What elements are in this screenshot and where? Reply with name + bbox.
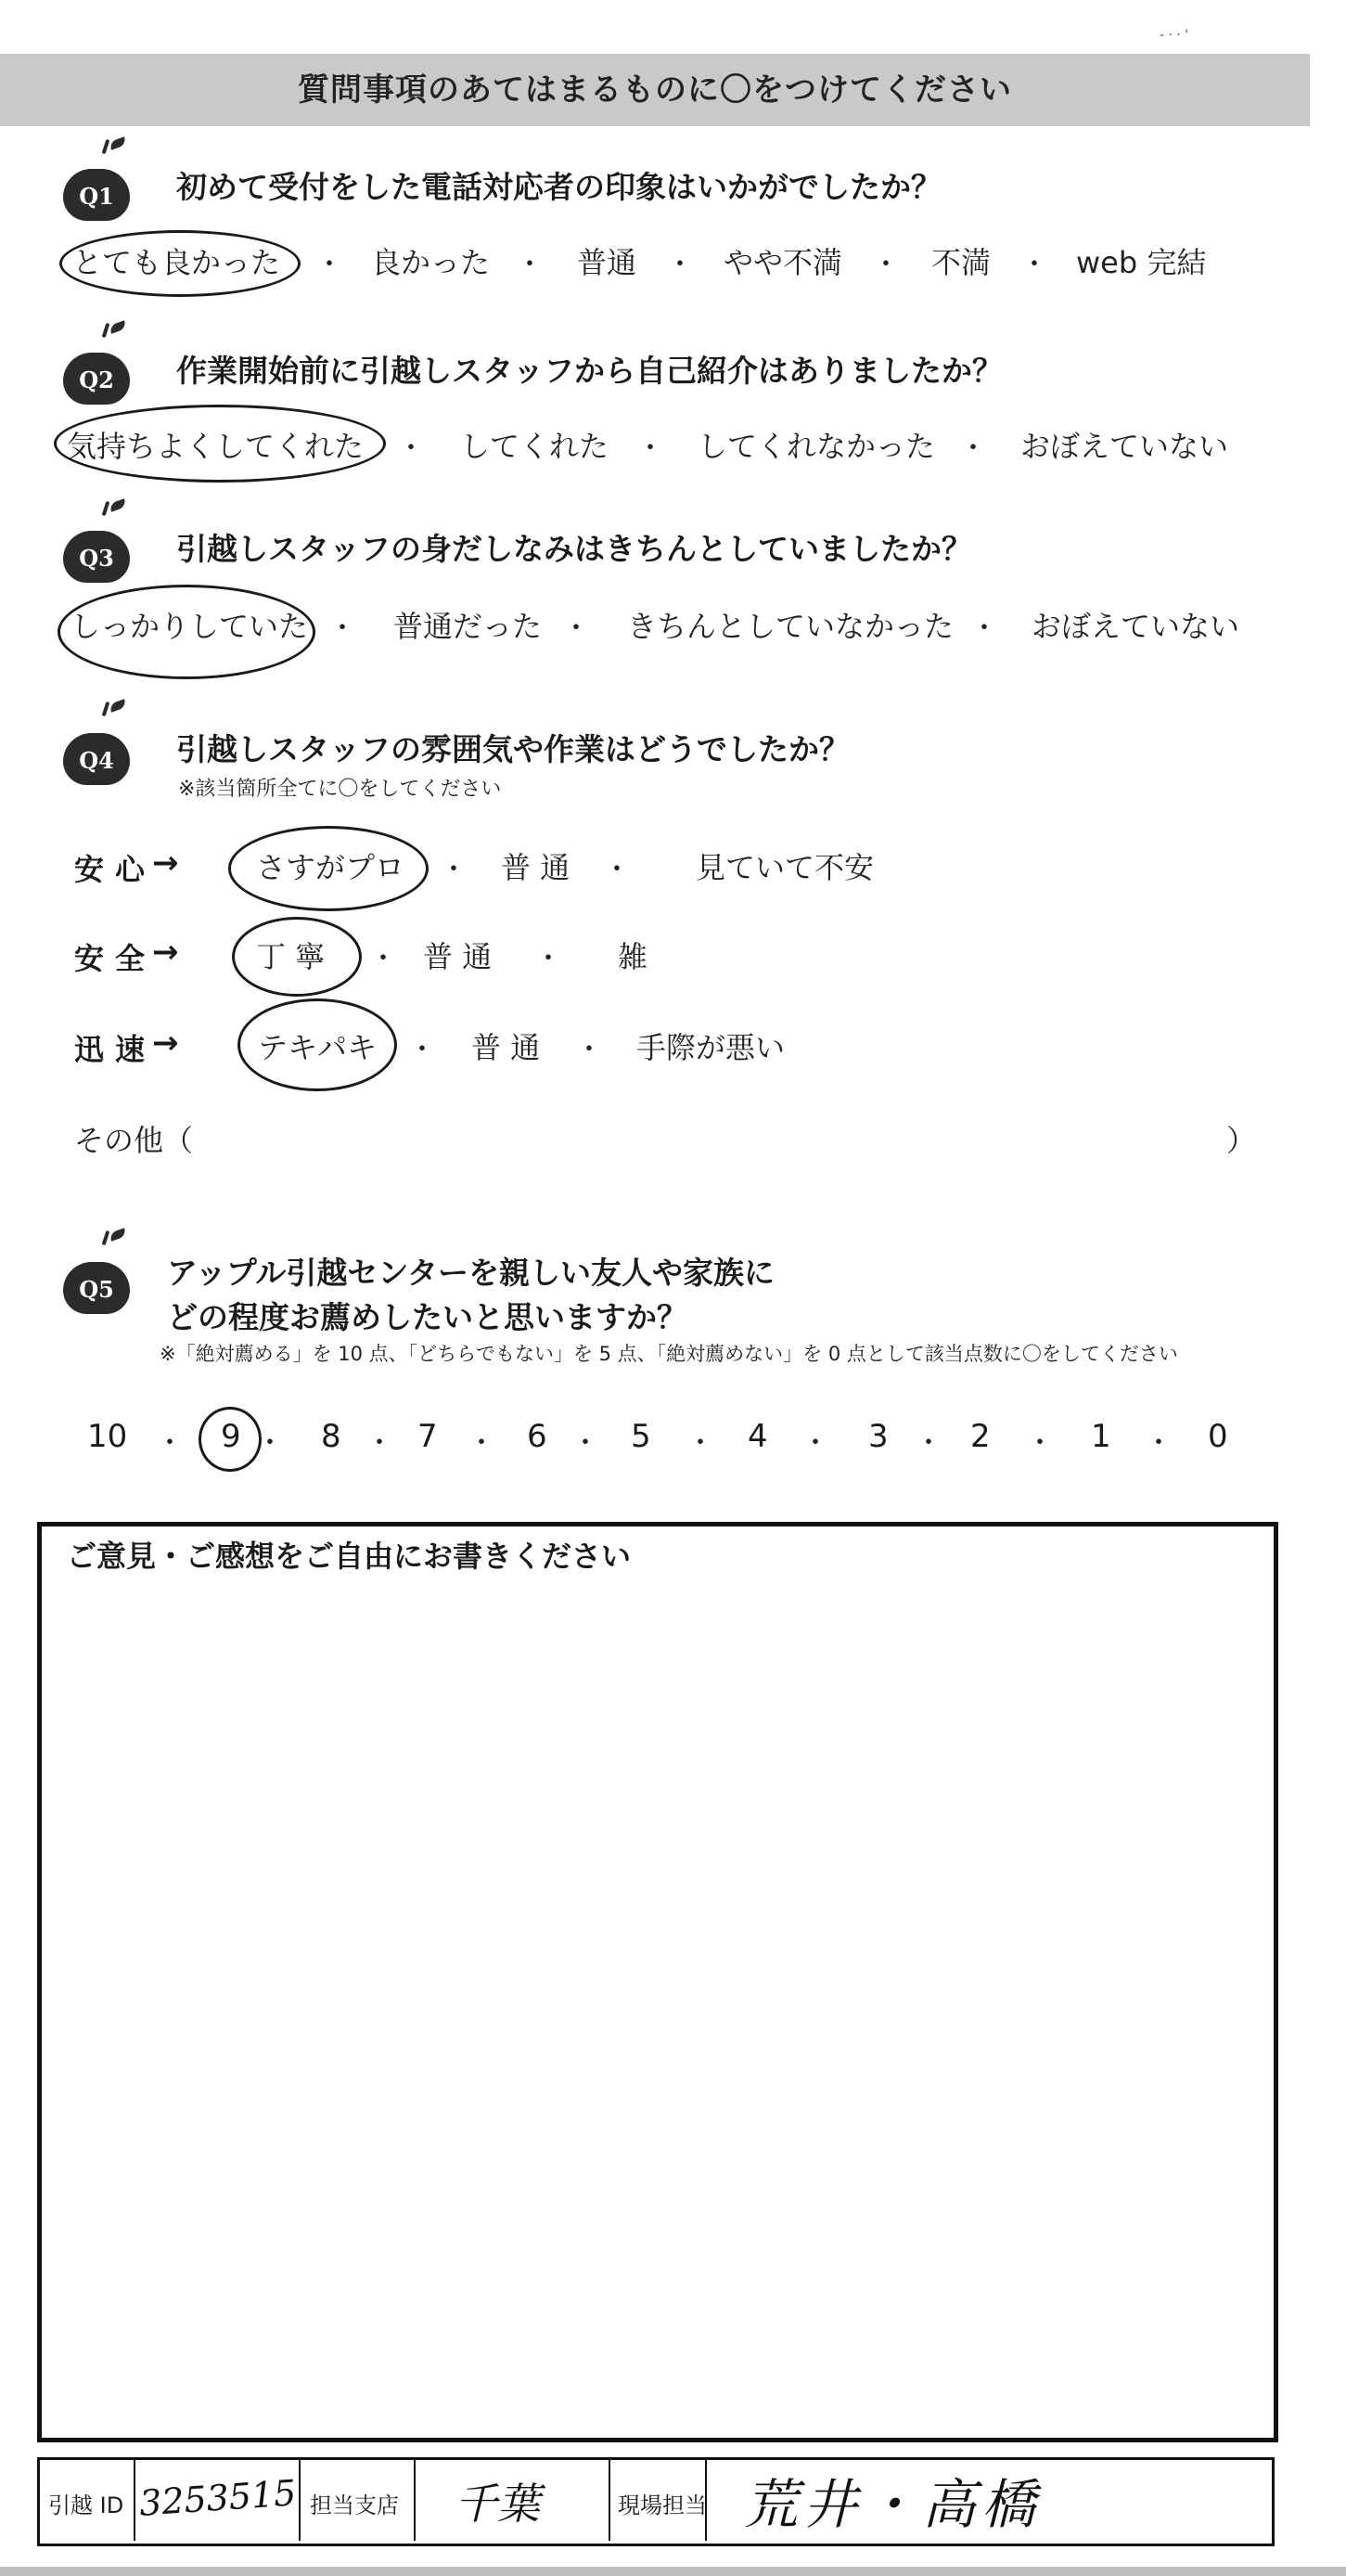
q2-selection-circle [54,405,386,483]
apple-leaf-icon [109,699,127,713]
separator-dot: ・ [397,432,425,465]
separator-dot: ・ [959,432,987,465]
footer-branch-label: 担当支店 [310,2492,399,2518]
q1-option-good[interactable]: 良かった [371,245,491,280]
arrow-right-icon: → [152,844,179,882]
q4-relief-option-pro[interactable]: さすがプロ [256,850,405,885]
q1-option-very-good[interactable]: とても良かった [72,245,281,280]
q1-badge-icon: Q1 [63,169,130,221]
q2-option-did-not[interactable]: してくれなかった [698,429,936,464]
separator-dot: ・ [315,249,343,281]
q3-selection-circle [58,585,315,679]
score-7[interactable]: 7 [417,1418,438,1455]
separator-dot: ・ [408,1034,436,1066]
separator-dot: ・ [872,249,900,281]
score-8[interactable]: 8 [321,1418,341,1455]
q4-relief-option-normal[interactable]: 普 通 [501,850,570,885]
scan-bottom-edge [0,2567,1346,2576]
separator-dot: ・ [440,854,468,886]
separator-dot: ・ [328,612,356,645]
q2-badge-icon: Q2 [63,353,130,405]
separator-dot: ・ [1026,1427,1054,1460]
q1-selection-circle [59,230,301,297]
separator-dot: ・ [636,432,664,465]
apple-stem-icon [102,323,110,338]
q3-option-normal[interactable]: 普通だった [393,609,543,644]
separator-dot: ・ [534,943,562,975]
separator-dot: ・ [915,1427,942,1460]
separator-dot: ・ [365,1427,393,1460]
score-selection-circle [199,1407,262,1472]
apple-stem-icon [102,139,110,154]
q4-row-label-speed: 迅速 [74,1032,157,1067]
apple-leaf-icon [109,136,127,150]
q5-badge-icon: Q5 [63,1262,130,1314]
apple-leaf-icon [109,498,127,512]
q5-question-line1: アップル引越センターを親しい友人や家族に [167,1255,776,1291]
q1-option-dissatisfied[interactable]: 不満 [931,245,992,280]
separator-dot: ・ [1020,249,1048,281]
q4-other-label: その他（ [74,1123,194,1158]
separator-dot: ・ [256,1427,284,1460]
q4-relief-option-anxious[interactable]: 見ていて不安 [696,850,875,885]
q4-note: ※該当箇所全てに〇をしてください [178,778,502,801]
q4-question: 引越しスタッフの雰囲気や作業はどうでしたか？ [176,731,850,767]
q4-badge-icon: Q4 [63,733,130,785]
score-9[interactable]: 9 [221,1418,241,1455]
q5-question-line2: どの程度お薦めしたいと思いますか？ [167,1299,687,1335]
separator-dot: ・ [571,1427,599,1460]
comment-body[interactable] [67,1587,1245,2403]
q2-option-did[interactable]: してくれた [460,429,609,464]
separator-dot: ・ [970,612,998,645]
separator-dot: ・ [156,1427,184,1460]
separator-dot: ・ [686,1427,714,1460]
q4-safety-option-normal[interactable]: 普 通 [423,939,493,974]
footer-branch-value: 千葉 [455,2479,540,2529]
comment-title: ご意見・ご感想をご自由にお書きください [67,1539,632,1574]
q4-relief-selection-circle [228,826,429,911]
score-4[interactable]: 4 [748,1418,768,1455]
separator-dot: ・ [603,854,631,886]
q1-option-web[interactable]: web 完結 [1076,245,1207,280]
apple-stem-icon [102,1230,110,1245]
q4-speed-option-clumsy[interactable]: 手際が悪い [636,1030,786,1065]
q1-option-slightly-dissatisfied[interactable]: やや不満 [724,245,843,280]
footer-staff-label: 現場担当 [618,2492,707,2518]
score-3[interactable]: 3 [868,1418,889,1455]
apple-stem-icon [102,501,110,516]
page-title: 質問事項のあてはまるものに〇をつけてください [298,71,1012,109]
q3-badge-icon: Q3 [63,531,130,583]
q4-speed-option-normal[interactable]: 普 通 [471,1030,541,1065]
q3-question: 引越しスタッフの身だしなみはきちんとしていましたか？ [176,531,972,567]
score-5[interactable]: 5 [631,1418,651,1455]
separator-dot: ・ [801,1427,829,1460]
footer-id-label: 引越 ID [48,2492,124,2518]
q4-speed-selection-circle [237,998,397,1091]
q4-safety-selection-circle [232,917,362,997]
q4-speed-option-quick[interactable]: テキパキ [258,1030,378,1065]
apple-leaf-icon [109,320,127,334]
q2-option-dont-remember[interactable]: おぼえていない [1020,429,1229,464]
separator-dot: ・ [369,943,397,975]
score-2[interactable]: 2 [970,1418,991,1455]
separator-dot: ・ [575,1034,603,1066]
scan-specks: - · · ' [1160,28,1189,43]
q4-row-label-safety: 安全 [74,941,157,976]
footer-id-value: 3253515 [137,2472,298,2524]
q4-safety-option-rough[interactable]: 雑 [618,939,648,974]
q3-option-dont-remember[interactable]: おぼえていない [1032,609,1240,644]
separator-dot: ・ [1145,1427,1173,1460]
arrow-right-icon: → [152,934,179,971]
score-0[interactable]: 0 [1208,1418,1228,1455]
separator-dot: ・ [562,612,590,645]
footer-staff-value: 荒井・高橋 [744,2473,1042,2536]
apple-leaf-icon [109,1228,127,1242]
score-6[interactable]: 6 [527,1418,547,1455]
arrow-right-icon: → [152,1024,179,1062]
separator-dot: ・ [516,249,544,281]
score-10[interactable]: 10 [87,1418,128,1455]
q1-question: 初めて受付をした電話対応者の印象はいかがでしたか？ [176,169,942,205]
apple-stem-icon [102,702,110,716]
q3-option-neat[interactable]: しっかりしていた [71,609,309,644]
q4-other-close: ） [1226,1123,1257,1158]
q5-note: ※「絶対薦める」を 10 点、「どちらでもない」を 5 点、「絶対薦めない」を 0 点として該当点数に〇をしてください [160,1343,1178,1365]
q4-safety-option-careful[interactable]: 丁 寧 [256,939,326,974]
q2-option-gladly[interactable]: 気持ちよくしてくれた [67,429,365,464]
q2-question: 作業開始前に引越しスタッフから自己紹介はありましたか？ [176,353,1003,389]
q1-option-normal[interactable]: 普通 [577,245,637,280]
separator-dot: ・ [468,1427,495,1460]
q3-option-not-neat[interactable]: きちんとしていなかった [627,609,955,644]
score-1[interactable]: 1 [1091,1418,1111,1455]
separator-dot: ・ [666,249,694,281]
q4-row-label-relief: 安心 [74,852,157,887]
